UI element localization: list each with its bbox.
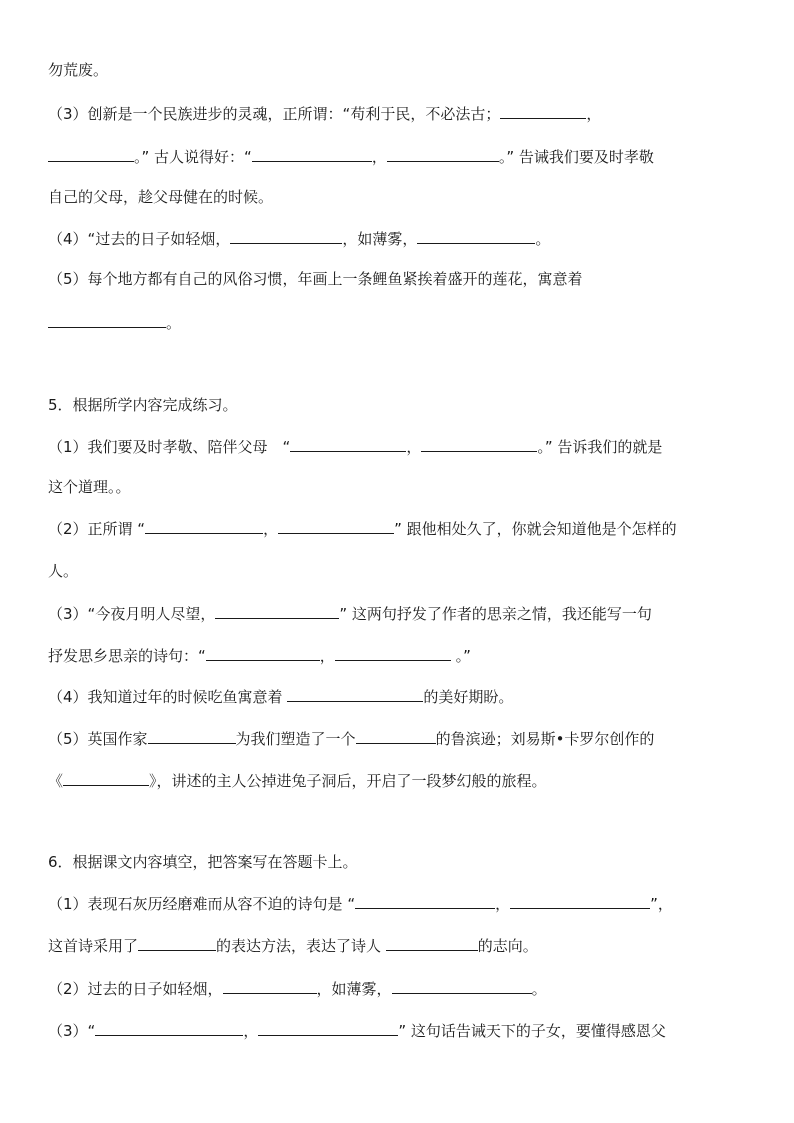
text-line [48,770,547,791]
text-segment: ， [586,105,602,123]
answer-blank[interactable] [145,518,263,534]
text-segment: 《 [48,772,64,790]
text-segment: 。 [531,980,547,998]
text-segment: ”， [650,895,673,913]
text-segment: （5）每个地方都有自己的风俗习惯，年画上一条鲤鱼紧挨着盛开的莲花，寓意着 [48,270,583,288]
text-segment: ，如薄雾， [316,980,392,998]
text-line [48,312,181,333]
text-line [48,518,677,539]
answer-blank[interactable] [258,1020,398,1036]
text-segment: 。” 告诫我们要及时孝敬 [498,148,654,166]
text-segment: ” 跟他相处久了，你就会知道他是个怎样的 [394,520,677,538]
text-line [48,935,538,956]
text-line [48,187,273,207]
text-segment: 的美好期盼。 [423,688,514,706]
text-segment: 。” 古人说得好：“ [134,148,252,166]
text-line [48,978,547,999]
answer-blank[interactable] [510,893,650,909]
text-line [48,477,131,497]
text-segment: ， [243,1022,259,1040]
text-line [48,103,601,124]
text-segment: ” 这两句抒发了作者的思亲之情，我还能写一句 [339,605,652,623]
text-segment: （5）英国作家 [48,730,148,748]
text-line [48,60,108,80]
text-segment: ” 这句话告诫天下的子女，要懂得感恩父 [398,1022,666,1040]
answer-blank[interactable] [500,103,586,119]
answer-blank[interactable] [138,935,216,951]
text-segment: 。” 告诉我们的就是 [537,438,663,456]
answer-blank[interactable] [392,978,532,994]
answer-blank[interactable] [48,312,166,328]
text-segment: ， [263,520,279,538]
answer-blank[interactable] [421,436,537,452]
text-segment: 的志向。 [477,937,538,955]
text-line [48,146,654,167]
text-segment: （3）“今夜月明人尽望， [48,605,216,623]
text-line [48,436,662,457]
text-line [48,228,550,249]
answer-blank[interactable] [63,770,149,786]
answer-blank[interactable] [387,146,499,162]
answer-blank[interactable] [230,228,342,244]
answer-blank[interactable] [223,978,317,994]
text-line [48,395,238,415]
answer-blank[interactable] [148,728,236,744]
text-line [48,269,583,289]
answer-blank[interactable] [290,436,406,452]
text-line [48,1020,666,1041]
text-segment: （1）我们要及时孝敬、陪伴父母 “ [48,438,291,456]
text-line [48,686,513,707]
text-segment: 为我们塑造了一个 [235,730,356,748]
text-segment: 这首诗采用了 [48,937,139,955]
text-segment: 的鲁滨逊；刘易斯•卡罗尔创作的 [435,730,655,748]
text-segment: 。 [166,314,182,332]
text-segment: ， [319,647,335,665]
text-segment: 的表达方法，表达了诗人 [216,937,386,955]
text-segment: 。” [450,647,471,665]
text-segment: （3）“ [48,1022,96,1040]
text-segment: 人。 [48,562,79,580]
text-segment: 。 [535,230,551,248]
text-segment: （1）表现石灰历经磨难而从容不迫的诗句是 “ [48,895,356,913]
answer-blank[interactable] [48,146,134,162]
answer-blank[interactable] [356,728,436,744]
text-segment: ， [406,438,422,456]
text-segment: 自己的父母，趁父母健在的时候。 [48,188,274,206]
answer-blank[interactable] [335,645,451,661]
text-segment: 勿荒废。 [48,61,109,79]
text-segment: （4）我知道过年的时候吃鱼寓意着 [48,688,288,706]
answer-blank[interactable] [215,603,339,619]
answer-blank[interactable] [95,1020,243,1036]
text-line [48,645,471,666]
text-segment: （3）创新是一个民族进步的灵魂，正所谓：“苟利于民，不必法古； [48,105,501,123]
text-line [48,561,78,581]
answer-blank[interactable] [278,518,394,534]
answer-blank[interactable] [252,146,372,162]
answer-blank[interactable] [355,893,495,909]
text-line [48,728,654,749]
text-segment: 抒发思乡思亲的诗句：“ [48,647,206,665]
text-line [48,852,358,872]
answer-blank[interactable] [206,645,320,661]
text-segment: （2）过去的日子如轻烟， [48,980,223,998]
text-segment: 》，讲述的主人公掉进兔子洞后，开启了一段梦幻般的旅程。 [149,772,547,790]
answer-blank[interactable] [386,935,478,951]
answer-blank[interactable] [287,686,423,702]
text-segment: （4）“过去的日子如轻烟， [48,230,231,248]
text-segment: 6．根据课文内容填空，把答案写在答题卡上。 [48,853,358,871]
text-segment: ， [371,148,387,166]
text-line [48,893,673,914]
text-segment: 这个道理。。 [48,478,131,496]
text-segment: 5．根据所学内容完成练习。 [48,396,238,414]
text-line [48,603,652,624]
answer-blank[interactable] [417,228,535,244]
text-segment: （2）正所谓 “ [48,520,146,538]
text-segment: ， [495,895,511,913]
text-segment: ，如薄雾， [342,230,418,248]
